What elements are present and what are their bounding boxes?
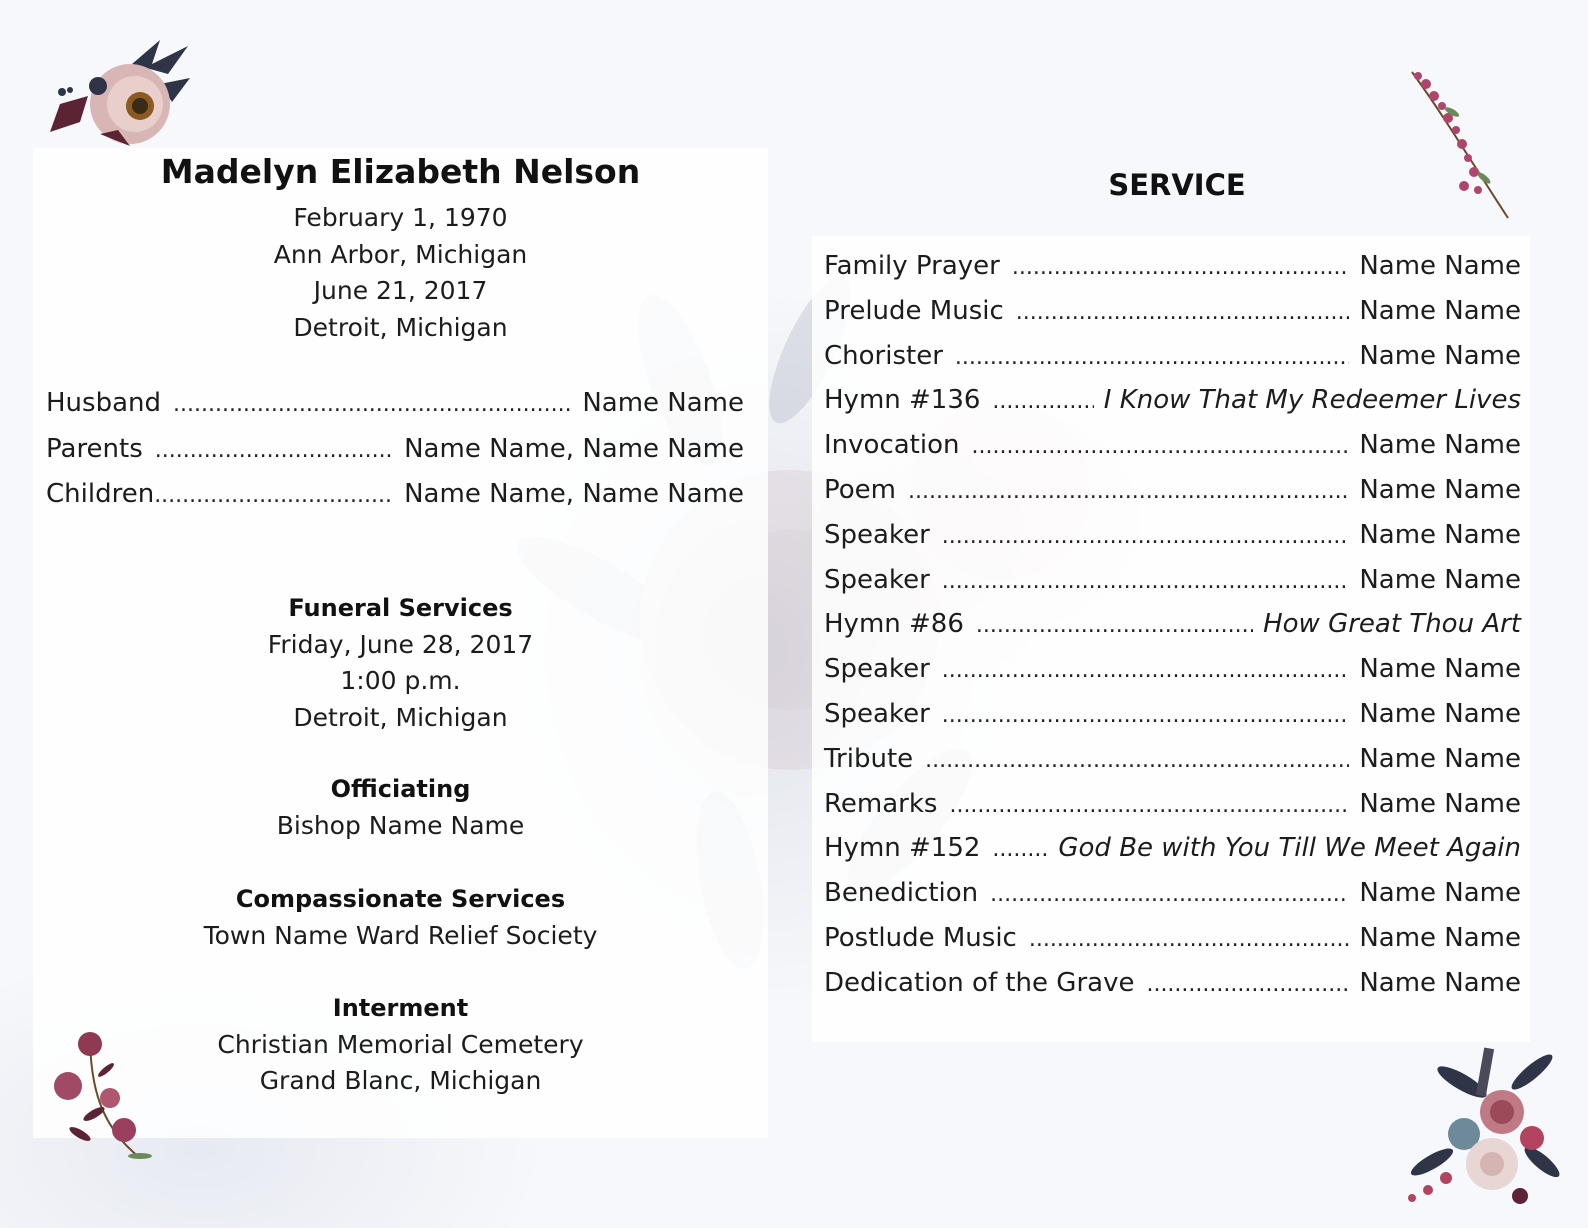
family-row [46,381,744,427]
program-row [824,826,1521,871]
interment-heading: Interment [332,994,469,1022]
program-row [824,289,1521,334]
program-label: Remarks [824,788,938,819]
funeral-services-section [33,590,768,736]
dot-leader [173,382,572,428]
funeral-date: Friday, June 28, 2017 [267,629,534,659]
dot-leader [971,425,1349,470]
family-label: Parents [46,433,143,464]
compassionate-name: Town Name Ward Relief Society [203,920,598,950]
family-row [46,472,744,518]
program-row [824,468,1521,513]
dot-leader [949,784,1349,829]
program-label: Invocation [824,430,960,461]
birth-date: February 1, 1970 [293,203,508,232]
program-name: Name Name [1359,788,1521,819]
dot-leader [1146,963,1349,1008]
program-name: Name Name [1359,878,1521,909]
bottom-right-bouquet-icon [1392,1042,1568,1206]
dot-leader [925,739,1349,784]
officiating-section [33,771,768,844]
program-row [824,961,1521,1006]
interment-section [33,990,768,1100]
program-label: Chorister [824,340,943,371]
dot-leader [942,649,1350,694]
family-value: Name Name [582,388,744,418]
program-row [824,558,1521,603]
dot-leader [942,515,1350,560]
program-name: Name Name [1359,295,1521,326]
dot-leader [1012,246,1349,291]
program-row [824,602,1521,647]
program-name: Name Name [1359,743,1521,774]
program-row [824,782,1521,827]
program-label: Postlude Music [824,922,1017,953]
program-row [824,737,1521,782]
program-label: Poem [824,474,896,505]
dot-leader [990,873,1349,918]
program-label: Hymn #152 [824,833,981,864]
program-label: Tribute [824,743,914,774]
program-name: Name Name [1359,564,1521,595]
program-label: Family Prayer [824,251,1000,281]
dot-leader [992,380,1093,425]
program-label: Dedication of the Grave [824,967,1135,998]
program-label: Benediction [824,878,979,909]
program-name: Name Name [1359,474,1521,505]
program-name: Name Name [1359,654,1521,685]
program-name: Name Name [1359,340,1521,371]
dot-leader [1016,291,1350,336]
program-label: Prelude Music [824,295,1004,326]
compassionate-heading: Compassionate Services [235,885,566,913]
program-name: Name Name [1359,967,1521,998]
officiating-name: Bishop Name Name [276,810,525,840]
program-name: Name Name [1359,251,1521,281]
deceased-name: Madelyn Elizabeth Nelson [160,152,641,191]
interment-place: Grand Blanc, Michigan [259,1066,542,1095]
family-row [46,427,744,473]
program-row [824,244,1521,289]
death-place: Detroit, Michigan [293,312,508,342]
program-name: Name Name [1359,519,1521,550]
program-label: Speaker [824,654,930,685]
dot-leader [155,428,394,474]
program-row [824,378,1521,423]
funeral-heading: Funeral Services [288,594,513,622]
birth-place: Ann Arbor, Michigan [273,239,528,269]
family-label: Children [46,479,155,509]
family-value: Name Name, Name Name [404,479,744,509]
program-label: Hymn #86 [824,609,964,640]
family-value: Name Name, Name Name [404,433,744,464]
funeral-time: 1:00 p.m. [340,666,461,695]
family-label: Husband [46,388,161,418]
program-row [824,513,1521,558]
dot-leader [976,604,1253,649]
death-date: June 21, 2017 [313,276,488,305]
program-label: Speaker [824,564,930,595]
dot-leader [154,473,394,519]
program-label: Hymn #136 [824,385,981,416]
dot-leader [942,560,1350,605]
dot-leader [992,828,1048,873]
dot-leader [955,336,1349,381]
dot-leader [1029,918,1349,963]
program-row [824,423,1521,468]
compassionate-section [33,881,768,954]
hymn-title: I Know That My Redeemer Lives [1103,385,1521,416]
hymn-title: How Great Thou Art [1263,609,1521,640]
interment-cemetery: Christian Memorial Cemetery [217,1029,584,1059]
officiating-heading: Officiating [330,775,471,803]
funeral-place: Detroit, Michigan [293,702,508,732]
family-list [46,381,744,518]
program-row [824,647,1521,692]
service-program-list [824,244,1521,1006]
program-name: Name Name [1359,430,1521,461]
program-name: Name Name [1359,698,1521,729]
program-label: Speaker [824,519,930,550]
program-row [824,334,1521,379]
hymn-title: God Be with You Till We Meet Again [1058,833,1521,864]
program-row [824,871,1521,916]
rose-flower-icon [40,34,195,152]
dot-leader [942,694,1350,739]
program-label: Speaker [824,698,930,729]
program-row [824,916,1521,961]
program-name: Name Name [1359,922,1521,953]
service-title: SERVICE [1108,168,1246,202]
program-row [824,692,1521,737]
life-dates [33,200,768,346]
dot-leader [908,470,1349,515]
